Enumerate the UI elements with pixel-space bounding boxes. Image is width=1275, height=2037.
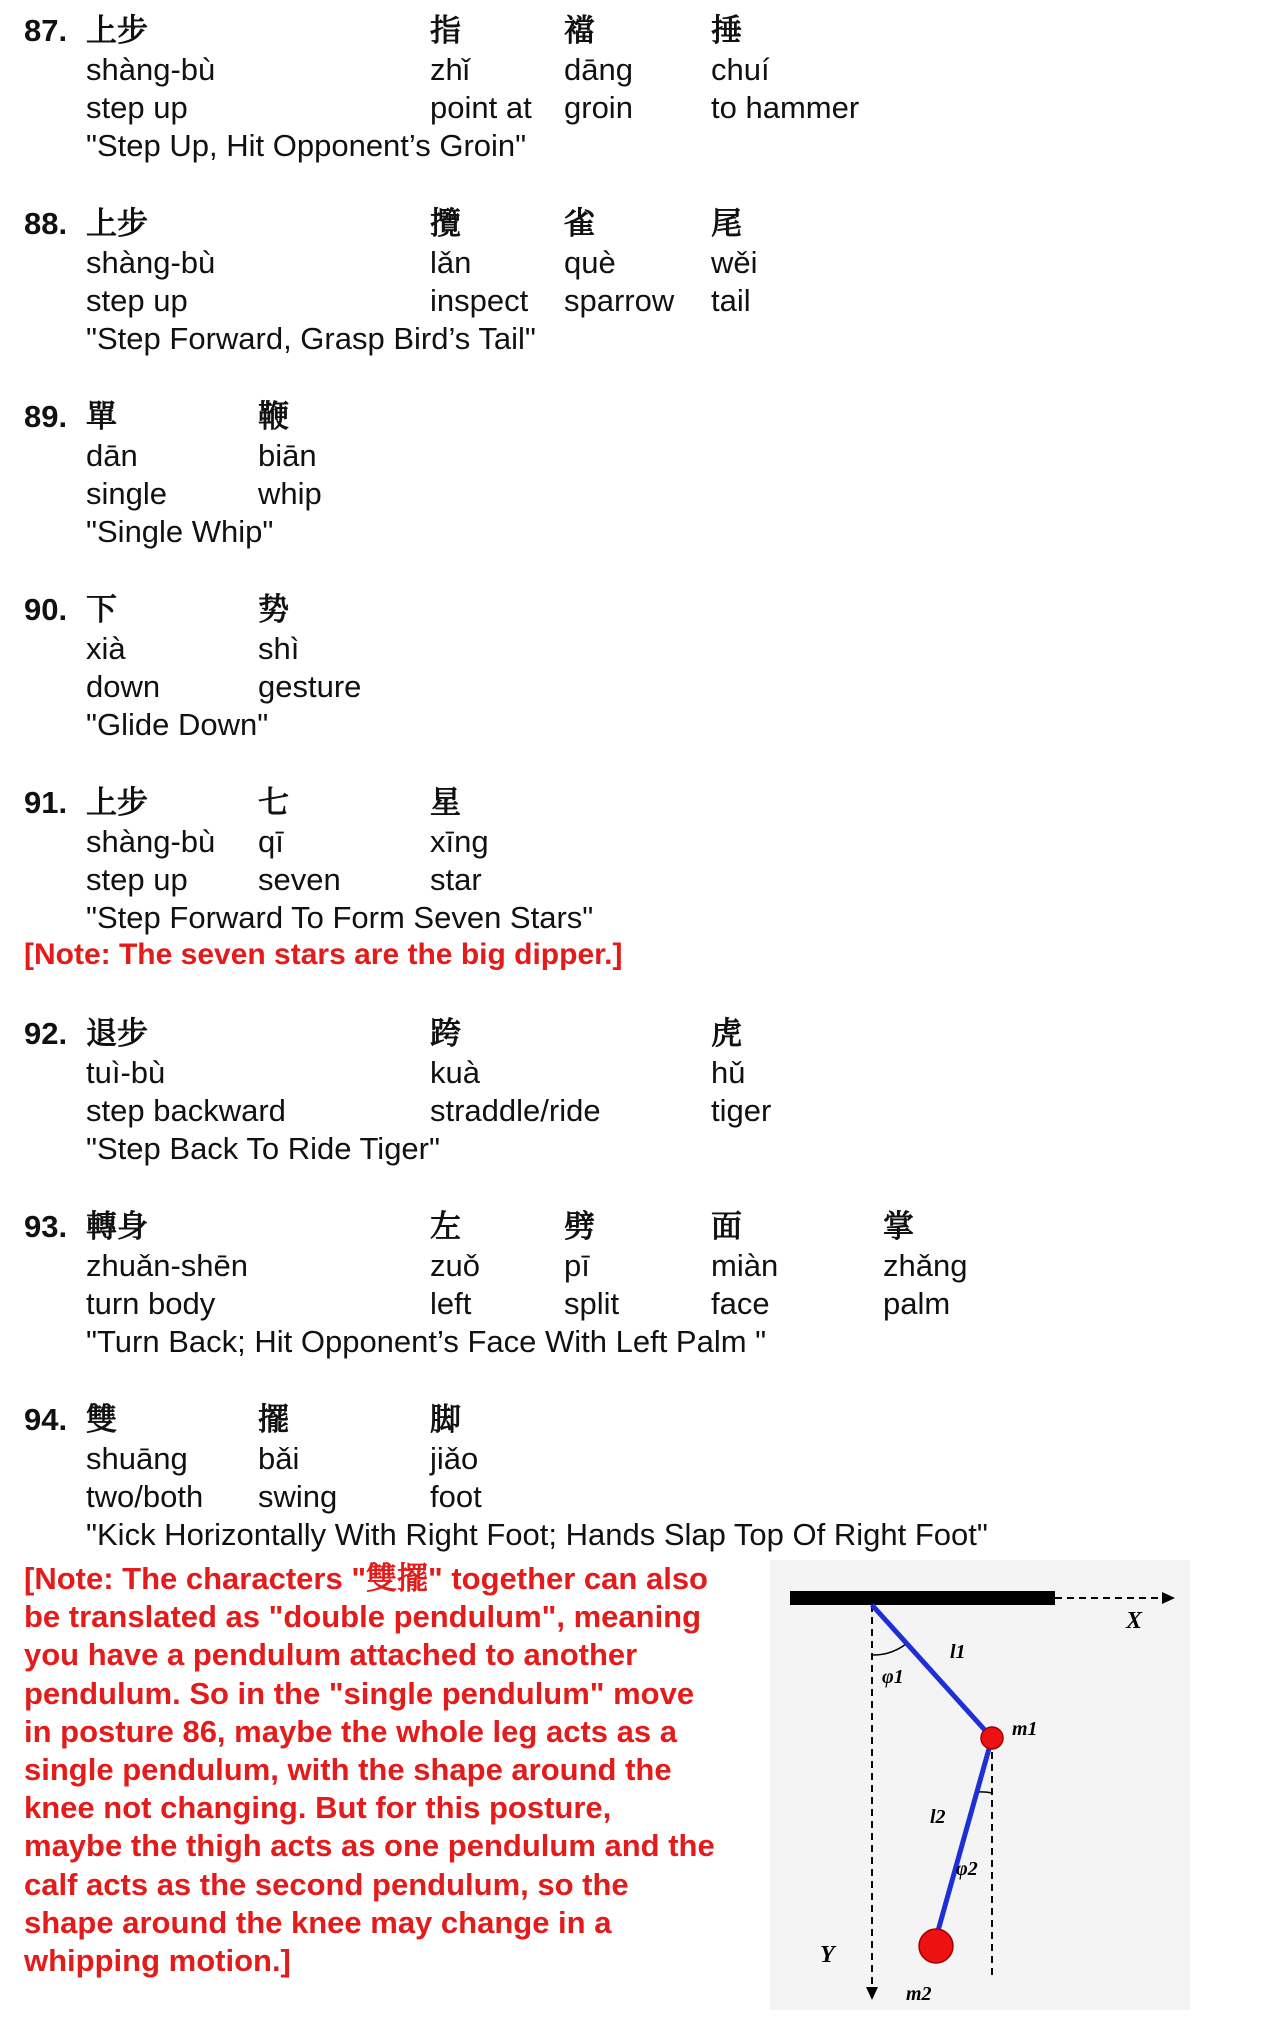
- chinese-char: 鞭: [258, 399, 289, 434]
- pinyin: shuāng: [86, 1441, 188, 1476]
- english-word: tiger: [711, 1093, 772, 1128]
- chinese-char: 雙: [86, 1402, 117, 1437]
- note-line: single pendulum, with the shape around the: [24, 1752, 672, 1788]
- entry-90: [0, 591, 1275, 781]
- pinyin: miàn: [711, 1248, 779, 1283]
- double-pendulum-diagram: [770, 1560, 1190, 2010]
- note-line: in posture 86, maybe the whole leg acts as a: [24, 1713, 677, 1749]
- entry-93: [0, 1208, 1275, 1398]
- translation: "Step Back To Ride Tiger": [86, 1131, 441, 1166]
- translation: "Step Up, Hit Opponent’s Groin": [86, 128, 527, 163]
- entry-number: 87.: [24, 13, 68, 48]
- entry-92: [0, 1015, 1275, 1205]
- pinyin: shàng-bù: [86, 52, 216, 87]
- english-word: single: [86, 476, 167, 511]
- translation: "Kick Horizontally With Right Foot; Hands Slap Top Of Right Foot": [86, 1517, 988, 1552]
- pinyin: zhǐ: [430, 52, 470, 87]
- english-word: seven: [258, 862, 341, 897]
- chinese-char: 势: [258, 592, 289, 627]
- note-line: you have a pendulum attached to another: [24, 1637, 638, 1673]
- pinyin: què: [564, 245, 616, 280]
- label-l1: l1: [950, 1641, 966, 1663]
- pinyin: shì: [258, 631, 300, 666]
- chinese-char: 上步: [86, 206, 148, 241]
- chinese-char: 雀: [564, 206, 595, 241]
- english-word: inspect: [430, 283, 529, 318]
- pinyin: shàng-bù: [86, 245, 216, 280]
- entry-87: [0, 12, 1275, 202]
- pinyin: hǔ: [711, 1055, 746, 1090]
- pinyin: kuà: [430, 1055, 480, 1090]
- pinyin: xià: [86, 631, 126, 666]
- chinese-char: 退步: [86, 1016, 148, 1051]
- pinyin: jiǎo: [430, 1441, 479, 1476]
- chinese-char: 單: [86, 399, 117, 434]
- label-y: Y: [820, 1942, 835, 1968]
- english-word: foot: [430, 1479, 482, 1514]
- english-word: left: [430, 1286, 472, 1321]
- note-line: pendulum. So in the "single pendulum" move: [24, 1675, 695, 1711]
- english-word: star: [430, 862, 482, 897]
- note-line: be translated as "double pendulum", meaning: [24, 1599, 702, 1635]
- chinese-char: 掌: [883, 1209, 914, 1244]
- chinese-char: 尾: [711, 206, 742, 241]
- label-phi2: φ2: [956, 1858, 978, 1880]
- chinese-char: 上步: [86, 13, 148, 48]
- chinese-char: 上步: [86, 785, 148, 820]
- entry-number: 88.: [24, 206, 68, 241]
- chinese-char: 劈: [564, 1209, 595, 1244]
- english-word: face: [711, 1286, 770, 1321]
- chinese-char: 星: [430, 785, 461, 820]
- english-word: tail: [711, 283, 751, 318]
- english-word: down: [86, 669, 161, 704]
- note-line: calf acts as the second pendulum, so the: [24, 1866, 629, 1902]
- english-word: to hammer: [711, 90, 860, 125]
- chinese-char: 擺: [258, 1402, 289, 1437]
- english-word: split: [564, 1286, 620, 1321]
- pinyin: zhuǎn-shēn: [86, 1248, 249, 1283]
- pinyin: bǎi: [258, 1441, 300, 1476]
- english-word: two/both: [86, 1479, 204, 1514]
- pinyin: pī: [564, 1248, 590, 1283]
- note-line: [Note: The characters "雙擺" together can also: [24, 1561, 708, 1596]
- translation: "Step Forward, Grasp Bird’s Tail": [86, 321, 536, 356]
- mass-1: [981, 1727, 1003, 1749]
- entry-number: 94.: [24, 1402, 68, 1437]
- mass-2: [919, 1929, 953, 1963]
- english-word: whip: [258, 476, 322, 511]
- entry-89: [0, 398, 1275, 588]
- label-phi1: φ1: [882, 1666, 904, 1688]
- chinese-char: 捶: [711, 13, 742, 48]
- note-line: shape around the knee may change in a: [24, 1904, 612, 1940]
- chinese-char: 面: [711, 1209, 742, 1244]
- entry-number: 92.: [24, 1016, 68, 1051]
- translation: "Single Whip": [86, 514, 274, 549]
- label-x: X: [1126, 1608, 1143, 1634]
- ceiling-bar: [790, 1591, 1055, 1605]
- entry-number: 91.: [24, 785, 68, 820]
- entry-number: 90.: [24, 592, 68, 627]
- label-m2: m2: [906, 1983, 932, 2005]
- english-word: groin: [564, 90, 633, 125]
- note-big-dipper: [Note: The seven stars are the big dipper.]: [24, 938, 623, 971]
- english-word: point at: [430, 90, 532, 125]
- label-l2: l2: [930, 1806, 946, 1828]
- pinyin: tuì-bù: [86, 1055, 166, 1090]
- pinyin: shàng-bù: [86, 824, 216, 859]
- english-word: gesture: [258, 669, 362, 704]
- chinese-char: 虎: [711, 1016, 742, 1051]
- chinese-char: 襠: [564, 13, 595, 48]
- english-word: step up: [86, 862, 188, 897]
- english-word: swing: [258, 1479, 338, 1514]
- label-m1: m1: [1012, 1718, 1038, 1740]
- pinyin: zuǒ: [430, 1248, 480, 1283]
- pinyin: dān: [86, 438, 138, 473]
- pinyin: dāng: [564, 52, 633, 87]
- note-line: whipping motion.]: [24, 1943, 291, 1979]
- pinyin: xīng: [430, 824, 489, 859]
- chinese-char: 下: [86, 592, 117, 627]
- pinyin: qī: [258, 824, 284, 859]
- english-word: turn body: [86, 1286, 216, 1321]
- english-word: step up: [86, 90, 188, 125]
- entry-number: 89.: [24, 399, 68, 434]
- english-word: straddle/ride: [430, 1093, 601, 1128]
- english-word: step backward: [86, 1093, 286, 1128]
- chinese-char: 七: [258, 785, 289, 820]
- chinese-char: 攬: [430, 206, 461, 241]
- translation: "Glide Down": [86, 707, 269, 742]
- pinyin: biān: [258, 438, 317, 473]
- note-line: maybe the thigh acts as one pendulum and the: [24, 1828, 715, 1864]
- english-word: step up: [86, 283, 188, 318]
- chinese-char: 左: [430, 1209, 461, 1244]
- chinese-char: 指: [430, 13, 461, 48]
- note-line: knee not changing. But for this posture,: [24, 1790, 612, 1826]
- translation: "Turn Back; Hit Opponent’s Face With Left Palm ": [86, 1324, 767, 1359]
- english-word: palm: [883, 1286, 951, 1321]
- chinese-char: 跨: [430, 1016, 461, 1051]
- pinyin: chuí: [711, 52, 770, 87]
- translation: "Step Forward To Form Seven Stars": [86, 900, 594, 935]
- english-word: sparrow: [564, 283, 675, 318]
- chinese-char: 轉身: [86, 1209, 148, 1244]
- chinese-char: 脚: [430, 1402, 461, 1437]
- note-double-pendulum: [24, 1560, 769, 1980]
- entry-88: [0, 205, 1275, 395]
- entry-number: 93.: [24, 1209, 68, 1244]
- pinyin: wěi: [711, 245, 758, 280]
- pinyin: zhǎng: [883, 1248, 968, 1283]
- pinyin: lǎn: [430, 245, 472, 280]
